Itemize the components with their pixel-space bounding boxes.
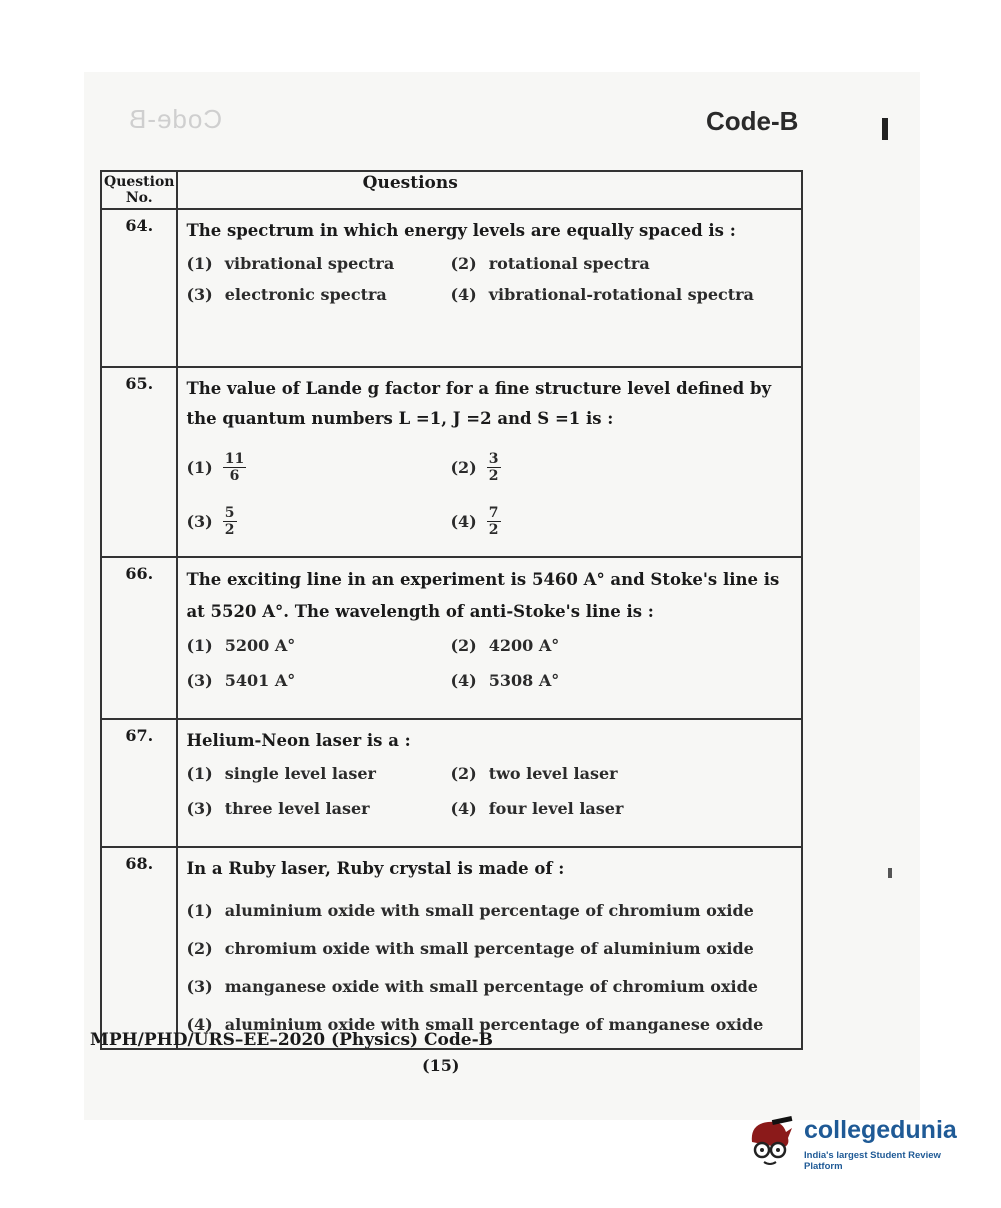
option: (2) $\frac{3}{2}$ [450,450,499,484]
table-header-row [101,171,802,209]
option: (3) $\frac{5}{2}$ [186,504,235,538]
question-stem: Helium-Neon laser is a : [186,731,411,750]
column-header-qno: Question No. [101,171,177,209]
option: (1) $\frac{11}{6}$ [186,450,245,484]
question-body [177,209,802,367]
fraction: $\frac{3}{2}$ [488,450,499,484]
fraction: $\frac{5}{2}$ [224,504,235,538]
mascot-icon [742,1112,800,1170]
option: (1) aluminium oxide with small percentage of chromium oxide [186,901,754,920]
option: (3) 5401 A° [186,671,296,690]
option-grid [186,764,793,818]
column-header-questions: Questions [177,171,802,209]
option-grid [186,442,793,546]
question-row-64 [101,209,802,367]
option: (4) four level laser [450,799,624,818]
question-row-67 [101,719,802,847]
question-stem: The spectrum in which energy levels are equally spaced is : [186,221,736,240]
question-number: 65. [101,367,177,557]
question-stem: The exciting line in an experiment is 5460 A° and Stoke's line is at 5520 A°. The wavelength of anti-Stoke's line is : [186,570,780,621]
brand-name: collegedunia [804,1116,957,1144]
question-body [177,367,802,557]
question-body [177,557,802,719]
code-label: Code-B [706,106,799,136]
option: (3) electronic spectra [186,285,387,304]
option: (4) aluminium oxide with small percentage of manganese oxide [186,1015,764,1034]
question-stem: In a Ruby laser, Ruby crystal is made of : [186,859,565,878]
question-stem: The value of Lande g factor for a fine structure level defined by the quantum numbers L =1, J =2 and S =1 is : [186,379,772,428]
option-grid [186,636,793,690]
question-row-68 [101,847,802,1049]
option: (2) rotational spectra [450,254,650,273]
option: (2) chromium oxide with small percentage of aluminium oxide [186,939,754,958]
question-table [100,170,803,1050]
page-number: (15) [422,1056,460,1075]
edge-mark [882,118,888,140]
option: (4) 5308 A° [450,671,560,690]
question-row-66 [101,557,802,719]
question-row-65 [101,367,802,557]
option: (2) two level laser [450,764,618,783]
option: (3) manganese oxide with small percentage of chromium oxide [186,977,758,996]
question-number: 66. [101,557,177,719]
option: (1) vibrational spectra [186,254,395,273]
question-number: 68. [101,847,177,1049]
option-list [186,892,793,1044]
collegedunia-logo [742,1108,974,1170]
option: (4) vibrational-rotational spectra [450,285,754,304]
brand-tagline: India's largest Student Review Platform [804,1150,941,1172]
question-number: 64. [101,209,177,367]
question-body [177,847,802,1049]
bleed-through-code: Code-B [128,104,223,134]
option: (4) $\frac{7}{2}$ [450,504,499,538]
option: (1) single level laser [186,764,376,783]
option: (2) 4200 A° [450,636,560,655]
option-grid [186,254,793,304]
exam-footer: MPH/PHD/URS–EE–2020 (Physics) Code-B [90,1030,494,1050]
fraction: $\frac{11}{6}$ [224,450,245,484]
option: (1) 5200 A° [186,636,296,655]
fraction: $\frac{7}{2}$ [488,504,499,538]
question-body [177,719,802,847]
edge-mark [888,868,892,878]
question-number: 67. [101,719,177,847]
option: (3) three level laser [186,799,370,818]
